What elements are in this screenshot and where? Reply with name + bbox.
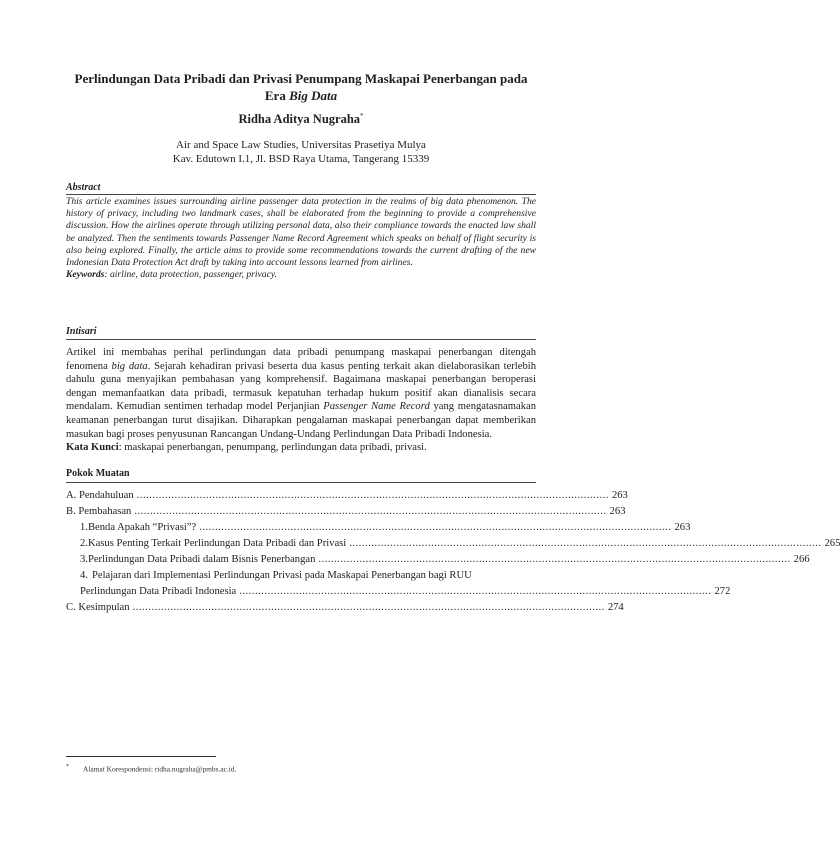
toc-page-number: 266 [793,554,810,565]
abstract-divider [66,194,536,195]
toc-heading: Pokok Muatan [66,468,130,479]
toc-item-bisnis-penerbangan[interactable] [66,552,810,568]
intisari-italic-1: big data [111,360,148,372]
abstract-body [66,196,536,281]
toc-page-number: 263 [674,522,691,533]
toc-divider [66,482,536,483]
toc-number: 4. [80,570,88,581]
toc-leader: ...................................................................................................................................................... [239,586,712,597]
toc-leader: ...................................................................................................................................................... [132,602,605,613]
affiliation [66,138,536,166]
intisari-text-3: yang mengatasnamakan keamanan penerbangan turut disajikan. Diharapkan pengalaman maskapai penerbangan dapat memberikan masukan bagi proses penyusunan Rancangan Undang-Undang Perlindungan Data Pribadi Indonesia. [66,401,536,440]
title-era: Era [264,88,290,103]
affiliation-line-2: Kav. Edutown I.1, Jl. BSD Raya Utama, Tangerang 15339 [172,153,430,165]
toc-leader: ...................................................................................................................................................... [318,554,791,565]
toc-page-number: 263 [609,506,626,517]
toc-item-benda-apakah-privasi[interactable] [66,520,691,536]
kata-kunci-label: Kata Kunci [66,442,119,454]
table-of-contents [66,488,840,616]
toc-leader: ...................................................................................................................................................... [349,538,822,549]
toc-item-pelajaran-line-2[interactable] [66,584,731,600]
intisari-heading: Intisari [66,326,97,337]
toc-page-number: 265 [824,538,840,549]
kata-kunci-text: : maskapai penerbangan, penumpang, perlindungan data pribadi, privasi. [118,442,427,454]
toc-label: Kasus Penting Terkait Perlindungan Data Pribadi dan Privasi [87,538,347,549]
intisari-text-1: Artikel ini membahas perihal perlindungan data pribadi penumpang maskapai penerbangan ditengah fenomena [66,347,536,372]
toc-item-pelajaran-line-1[interactable] [66,568,536,584]
toc-label: Pelajaran dari Implementasi Perlindungan Privasi pada Maskapai Penerbangan bagi RUU [92,570,472,581]
abstract-heading: Abstract [66,182,101,193]
affiliation-line-1: Air and Space Law Studies, Universitas Prasetiya Mulya [176,139,426,151]
toc-number: 2. [80,538,88,549]
toc-item-kesimpulan[interactable] [66,600,624,616]
intisari-italic-2: Passenger Name Record [323,401,430,413]
abstract-text: This article examines issues surrounding airline passenger data protection in the realms of big data phenomenon. The history of privacy, including two landmark cases, shall be elaborated from the beginning to provide a comprehensive discussion. How the airlines operate through utilizing personal data, also their compliance towards the enacted law shall be analyzed. Then the sentiments towards Passenger Name Record Agreement which speaks on behalf of flight security is also being explored. Finally, the article aims to provide some recommendations towards the current drafting of the new Indonesian Data Protection Act draft by taking into account lessons learned from airlines. [66,196,536,269]
intisari-body [66,346,536,455]
toc-number: 1. [80,522,88,533]
toc-leader: ...................................................................................................................................................... [134,506,607,517]
toc-leader: ...................................................................................................................................................... [136,490,609,501]
title-line-1: Perlindungan Data Pribadi dan Privasi Penumpang Maskapai Penerbangan pada [74,71,528,86]
toc-page-number: 274 [607,602,624,613]
toc-label: Perlindungan Data Pribadi dalam Bisnis Penerbangan [87,554,316,565]
toc-number: 3. [80,554,88,565]
author-name [66,112,536,127]
toc-label: C. Kesimpulan [66,602,130,613]
footnote-divider [66,756,216,757]
toc-label: B. Pembahasan [66,506,132,517]
footnote [66,764,536,773]
footnote-mark: * [66,764,69,770]
toc-item-pembahasan[interactable] [66,504,626,520]
keywords-label: Keywords [66,269,105,281]
toc-leader: ...................................................................................................................................................... [199,522,672,533]
toc-label: A. Pendahuluan [66,490,134,501]
intisari-divider [66,339,536,340]
author-name-text: Ridha Aditya Nugraha [238,112,361,127]
paper-page [66,0,840,848]
toc-item-pendahuluan[interactable] [66,488,628,504]
author-footnote-mark: * [360,112,364,120]
footnote-text: Alamat Korespondensi: ridha.nugraha@pmbs.ac.id. [83,764,237,774]
toc-label: Perlindungan Data Pribadi Indonesia [80,586,237,597]
title-line-2 [66,87,536,104]
toc-item-kasus-penting[interactable] [66,536,840,552]
intisari-keywords [66,441,536,455]
article-title [66,70,536,104]
title-big-data: Big Data [289,88,338,103]
intisari-text-2: . Sejarah kehadiran privasi beserta dua kasus penting terkait akan dielaborasikan terlebih dahulu guna menyajikan pembahasan yang komprehensif. Bagaimana maskapai penerbangan beroperasi dengan memanfaatkan data pribadi, termasuk kepatuhan terhadap hukum positif akan dianalisis secara mendalam. Kemudian sentimen terhadap model Perjanjian [66,360,536,413]
toc-page-number: 263 [611,490,628,501]
abstract-keywords [66,269,536,281]
keywords-text: : airline, data protection, passenger, privacy. [104,269,277,281]
toc-label: Benda Apakah “Privasi”? [87,522,197,533]
toc-page-number: 272 [714,586,731,597]
